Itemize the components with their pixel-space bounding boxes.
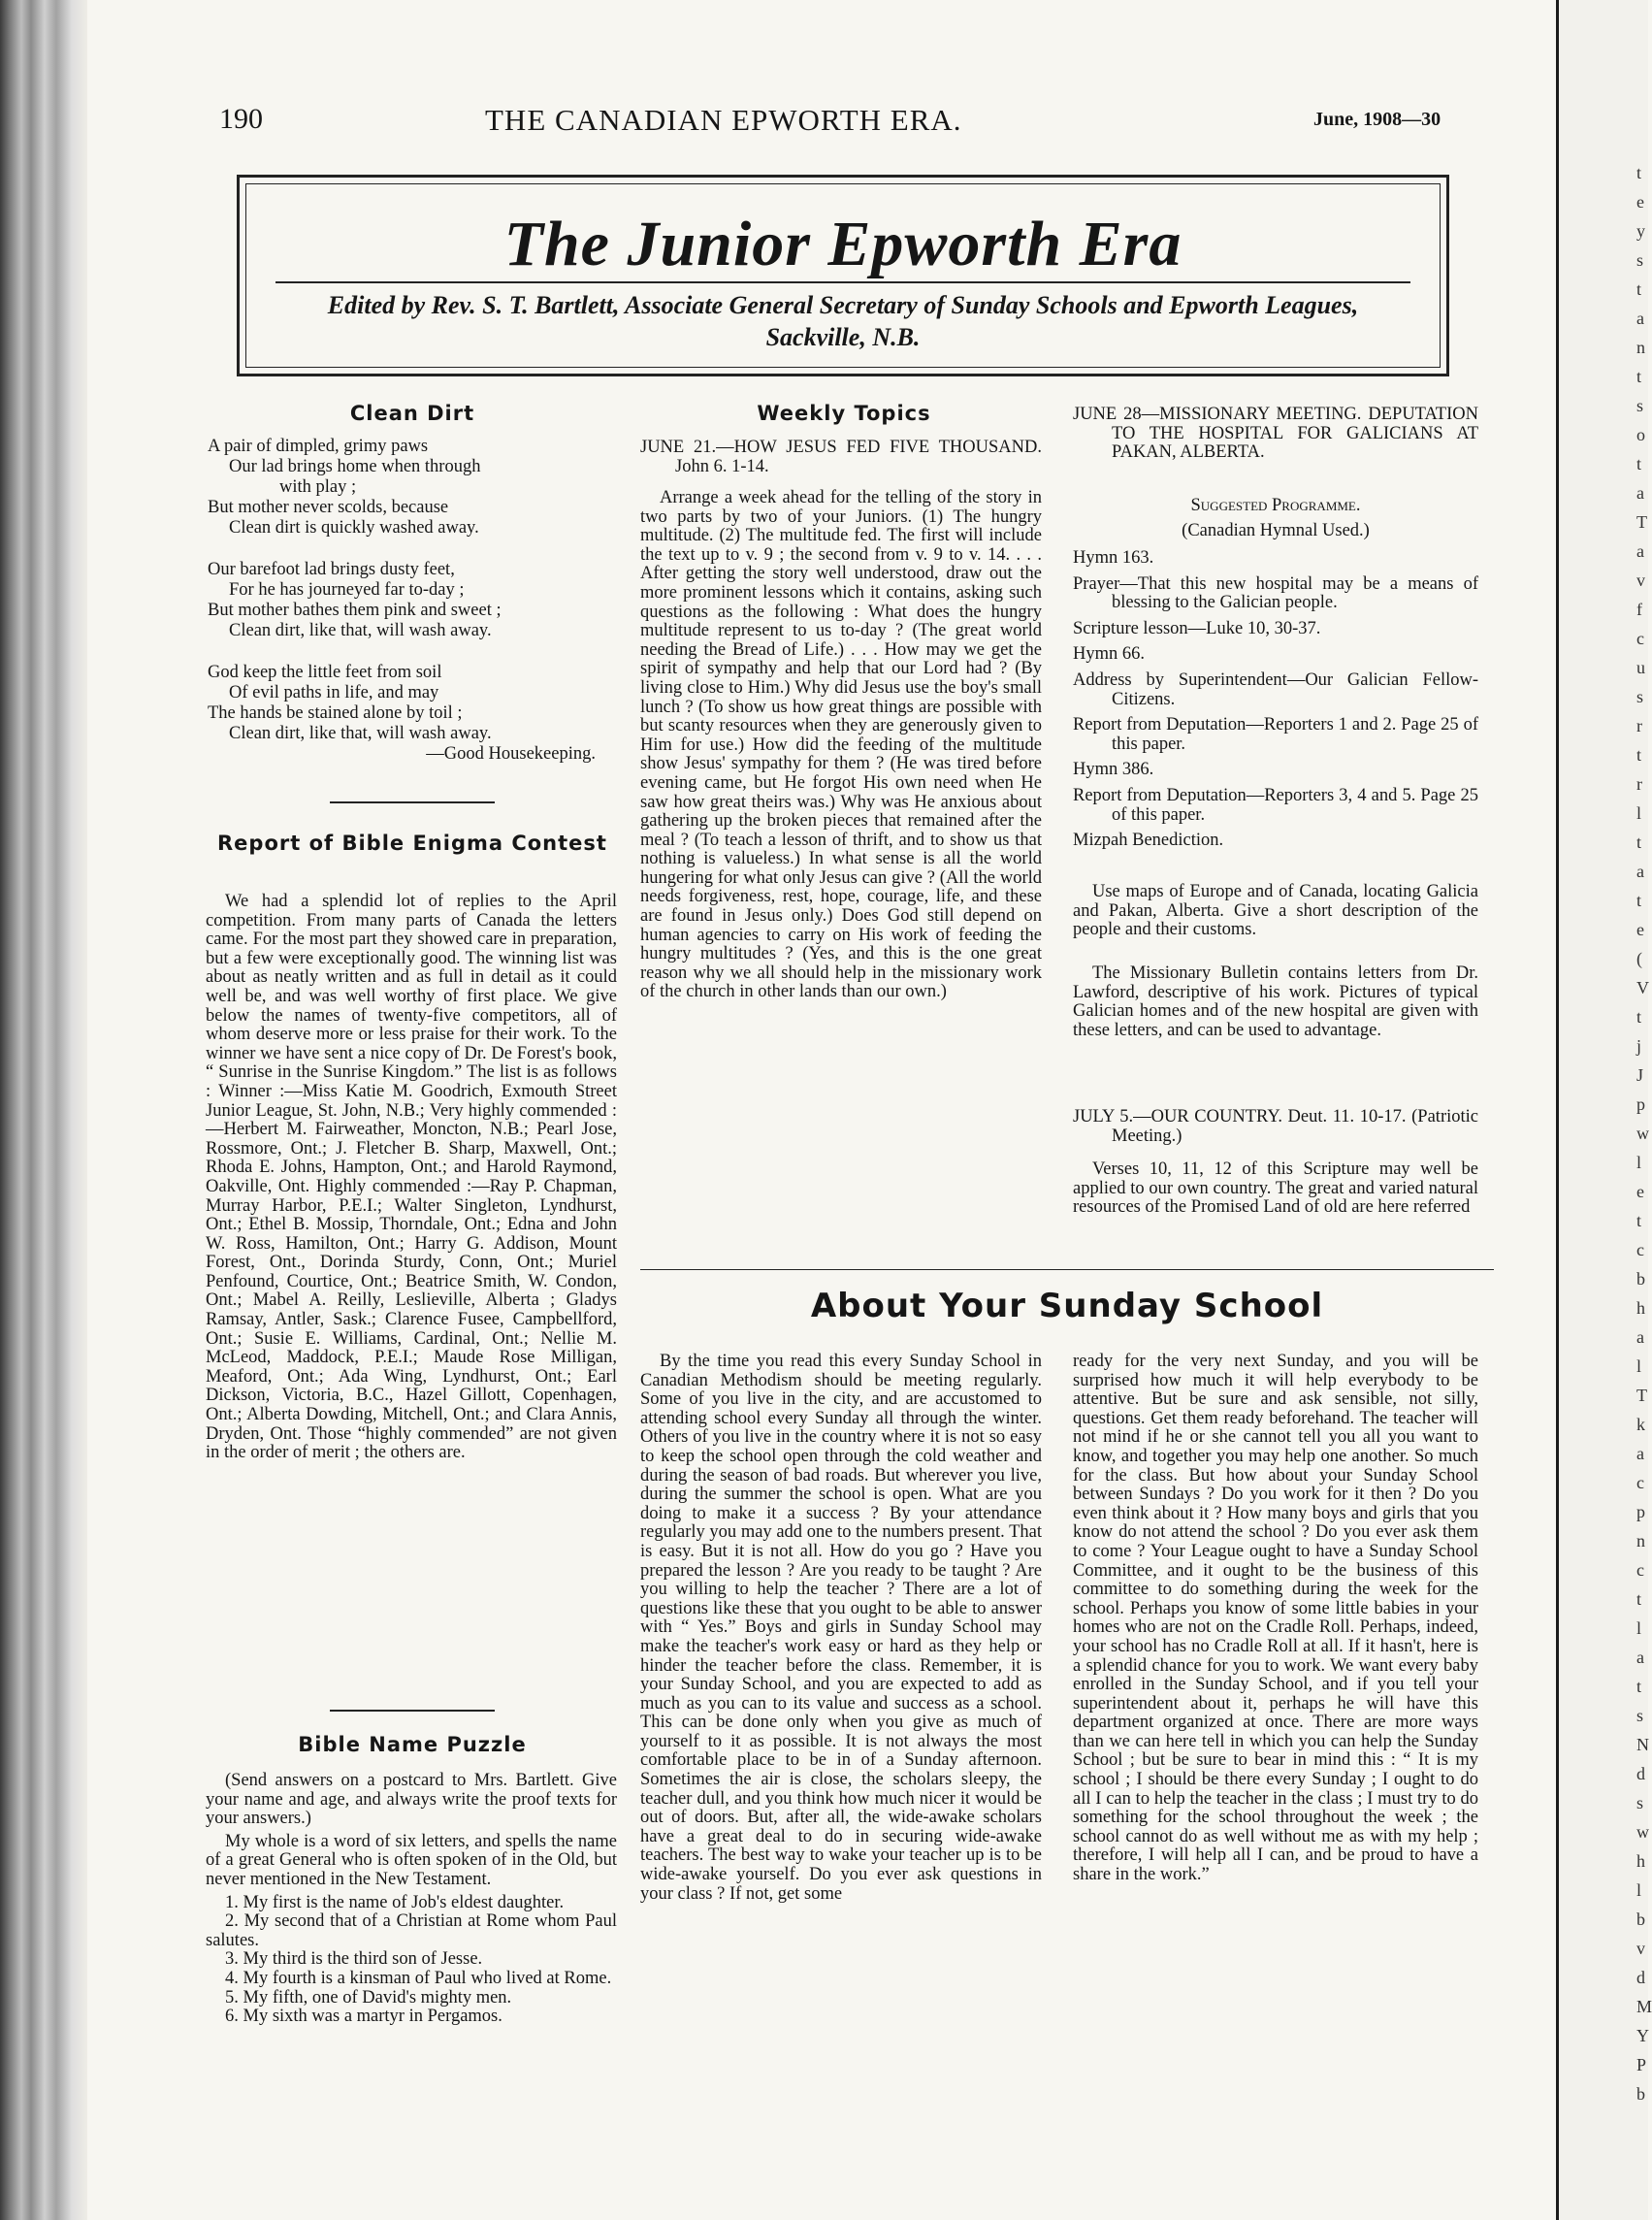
poem-line: Clean dirt is quickly washed away. <box>229 518 479 538</box>
puzzle-clue: 3. My third is the third son of Jesse. <box>225 1949 483 1970</box>
bible-puzzle-intro: (Send answers on a postcard to Mrs. Bartlett. Give your name and age, and always write the proof texts for your answers.) <box>206 1771 617 1829</box>
facing-page-letter: Y <box>1636 2026 1649 2045</box>
topic-july-5-body: Verses 10, 11, 12 of this Scripture may well be applied to our own country. The great and varied natural resources of the Promised Land of old are here referred <box>1073 1159 1478 1218</box>
facing-page-letter: t <box>1636 163 1642 182</box>
masthead-title: The Junior Epworth Era <box>503 209 1182 279</box>
facing-page-letter: P <box>1636 2055 1647 2074</box>
poem-line: Our barefoot lad brings dusty feet, <box>208 560 455 579</box>
poem-blank-line <box>208 641 615 663</box>
facing-page-letter: s <box>1636 396 1644 415</box>
clean-dirt-poem <box>208 437 615 765</box>
issue-date: June, 1908—30 <box>1313 109 1441 130</box>
facing-page-letter: e <box>1636 1182 1644 1201</box>
facing-page-letter: a <box>1636 541 1644 561</box>
facing-page-letter: o <box>1636 425 1645 444</box>
facing-page-letter: b <box>1636 2084 1645 2104</box>
facing-page-letter: e <box>1636 192 1644 212</box>
facing-page-letter: l <box>1636 1880 1642 1900</box>
missionary-para-2: The Missionary Bulletin contains letters from Dr. Lawford, descriptive of his work. Pictures of typical Galician homes and of the new hospital are given with these letters, and can be used to advantage. <box>1073 963 1478 1040</box>
sunday-school-heading: About Your Sunday School <box>810 1287 1324 1325</box>
facing-page-letter: ( <box>1636 949 1642 968</box>
topic-june-21-body: Arrange a week ahead for the telling of the story in two parts by two of your Juniors. (1) The hungry multitude. (2) The multitude fed. The first will include the text up to v. 9 ; the second from v. 9 to v. 14. . . . After getting the story well understood, draw out the more prominent lessons which it contains, asking such questions as the following : What does the hungry multitude represent to us to-day ? (The great world needing the Bread of Life.) . . . How may we get the spirit of sympathy and help that our Lord had ? (By living close to Him.) Why did Jesus use the boy's small lunch ? (To show us how great things are possible with but scanty resources when they are generously given to Him for use.) How did the feeding of the multitude show Jesus' sympathy for them ? (He was tired before evening came, but He forgot His own need when He saw how great theirs was.) Why was He anxious about gathering up the broken pieces that remained after the meal ? (To teach a lesson of thrift, and to show us that nothing is valueless.) In what sense is all the world hungering for what only Jesus can give ? (All the world needs forgiveness, rest, hope, courage, life, and these are found in Jesus only.) Does God still depend on human agencies to carry on His work of feeding the hungry multitudes ? (Yes, and this is the one great reason why we all should help in the missionary work of the church in other lands than our own.) <box>640 488 1042 1002</box>
facing-page-letter: r <box>1636 716 1642 735</box>
facing-page-letter: t <box>1636 454 1642 473</box>
facing-page-letter: c <box>1636 1240 1644 1259</box>
programme-item: Address by Superintendent—Our Galician Fellow-Citizens. <box>1073 669 1478 709</box>
facing-page-letter: t <box>1636 745 1642 765</box>
facing-page-letter: t <box>1636 1007 1642 1027</box>
facing-page-letter: l <box>1636 1618 1642 1638</box>
facing-page-letter: k <box>1636 1415 1645 1434</box>
facing-page-letter: t <box>1636 1211 1642 1230</box>
bible-enigma-body: We had a splendid lot of replies to the April competition. From many parts of Canada the letters came. For the most part they showed care in preparation, but a few were exceptionally good. The winning list was about as neatly written and as full in detail as it could well be, and was well worthy of first place. We give below the names of twenty-five competitors, all of whom deserve more or less praise for their work. To the winner we have sent a nice copy of Dr. De Forest's book, “ Sunrise in the Sunrise Kingdom.” The list is as follows : Winner :—Miss Katie M. Goodrich, Exmouth Street Junior League, St. John, N.B.; Very highly commended :—Herbert M. Fairweather, Moncton, N.B.; Pearl Jose, Rossmore, Ont.; J. Fletcher B. Sharp, Maxwell, Ont.; Rhoda E. Johns, Hampton, Ont.; and Harold Raymond, Oakville, Ont. Highly commended :—Ray P. Chapman, Murray Harbor, P.E.I.; Walter Singleton, Lyndhurst, Ont.; Ethel B. Mossip, Thorndale, Ont.; Edna and John W. Ross, Hamilton, Ont.; Harry G. Addison, Mount Forest, Ont., Dorinda Sturdy, Conn, Ont.; Muriel Penfound, Courtice, Ont.; Beatrice Smith, W. Condon, Ont.; Mabel A. Reilly, Leslieville, Alberta ; Gladys Ramsay, Antler, Sask.; Clarence Fusee, Campbellford, Ont.; Susie E. Williams, Cardinal, Ont.; Nellie M. McLeod, Maddock, P.E.I.; Maude Rose Milligan, Meaford, Ont.; Ada Wing, Lyndhurst, Ont.; Earl Dickson, Victoria, B.C., Hazel Gillott, Copenhagen, Ont.; Alberta Dowding, Mitchell, Ont.; and Clara Annis, Dryden, Ont. Those “highly commended” are not given in the order of merit ; the others are. <box>206 892 617 1463</box>
poem-line: But mother bathes them pink and sweet ; <box>208 601 502 620</box>
puzzle-clue: 6. My sixth was a martyr in Pergamos. <box>225 2007 502 2027</box>
facing-page-letter: l <box>1636 803 1642 823</box>
puzzle-clue: 4. My fourth is a kinsman of Paul who lived at Rome. <box>225 1968 612 1988</box>
bible-puzzle-clues <box>206 1894 617 2027</box>
puzzle-clue: 2. My second that of a Christian at Rome whom Paul salutes. <box>206 1911 617 1950</box>
facing-page-letter: s <box>1636 1793 1644 1812</box>
facing-page-letter: d <box>1636 1764 1645 1783</box>
facing-page-letter: a <box>1636 483 1644 503</box>
poem-line: God keep the little feet from soil <box>208 663 442 682</box>
adjacent-page-edge <box>1556 0 1652 2220</box>
facing-page-letter: M <box>1636 1997 1652 2016</box>
facing-page-letter: n <box>1636 1531 1645 1551</box>
facing-page-letter: t <box>1636 279 1642 299</box>
facing-page-letter: h <box>1636 1298 1645 1318</box>
facing-page-letter: d <box>1636 1968 1645 1987</box>
masthead-subtitle: Edited by Rev. S. T. Bartlett, Associate General Secretary of Sunday Schools and Epworth Leagues, Sackville, N.B. <box>327 291 1359 351</box>
facing-page-letter: n <box>1636 338 1645 357</box>
programme-item: Mizpah Benediction. <box>1073 831 1224 851</box>
poem-line: —Good Housekeeping. <box>426 744 596 764</box>
programme-item: Prayer—That this new hospital may be a means of blessing to the Galician people. <box>1073 573 1478 613</box>
puzzle-clue: 5. My fifth, one of David's mighty men. <box>225 1987 512 2008</box>
programme-item: Hymn 163. <box>1073 548 1154 568</box>
facing-page-letter: p <box>1636 1094 1645 1114</box>
programme-item: Hymn 66. <box>1073 644 1145 665</box>
facing-page-letter: t <box>1636 1589 1642 1609</box>
topic-june-21: JUNE 21.—HOW JESUS FED FIVE THOUSAND. John 6. 1-14. <box>640 438 1042 476</box>
poem-line: Our lad brings home when through <box>229 457 481 476</box>
programme-title: Suggested Programme. <box>1190 496 1361 515</box>
facing-page-letter: a <box>1636 862 1644 881</box>
programme-list <box>1073 549 1478 858</box>
facing-page-letter: J <box>1636 1065 1644 1085</box>
programme-item: Hymn 386. <box>1073 760 1154 780</box>
facing-page-letter: l <box>1636 1153 1642 1172</box>
facing-page-letter: a <box>1636 309 1644 328</box>
masthead-rule <box>275 281 1410 283</box>
facing-page-letter: t <box>1636 1677 1642 1696</box>
poem-line: Clean dirt, like that, will wash away. <box>229 621 492 640</box>
masthead-inner-border <box>245 183 1441 368</box>
facing-page-letter: w <box>1636 1124 1649 1143</box>
facing-page-letter: T <box>1636 512 1647 532</box>
poem-line: with play ; <box>279 477 357 497</box>
page-number: 190 <box>219 103 263 135</box>
topic-june-28: JUNE 28—MISSIONARY MEETING. DEPUTATION TO THE HOSPITAL FOR GALICIANS AT PAKAN, ALBERTA. <box>1073 405 1478 463</box>
facing-page-letter: h <box>1636 1851 1645 1871</box>
topic-july-5: JULY 5.—OUR COUNTRY. Deut. 11. 10-17. (Patriotic Meeting.) <box>1073 1107 1478 1146</box>
publication-title: THE CANADIAN EPWORTH ERA. <box>485 103 962 137</box>
facing-page-letter: t <box>1636 891 1642 910</box>
poem-line: Of evil paths in life, and may <box>229 683 439 702</box>
facing-page-letter: s <box>1636 250 1644 270</box>
poem-line: A pair of dimpled, grimy paws <box>208 437 429 456</box>
puzzle-clue: 1. My first is the name of Job's eldest daughter. <box>225 1892 565 1912</box>
facing-page-letter: N <box>1636 1735 1649 1754</box>
programme-item: Report from Deputation—Reporters 3, 4 and 5. Page 25 of this paper. <box>1073 785 1478 825</box>
programme-hymnal: (Canadian Hymnal Used.) <box>1182 521 1370 540</box>
clean-dirt-heading: Clean Dirt <box>349 402 475 425</box>
running-header <box>194 103 1474 142</box>
facing-page-letter: p <box>1636 1502 1645 1521</box>
masthead-box <box>237 175 1449 376</box>
facing-page-letter: v <box>1636 1939 1645 1958</box>
section-rule <box>330 801 495 803</box>
missionary-para-1: Use maps of Europe and of Canada, locating Galicia and Pakan, Alberta. Give a short description of the people and their customs. <box>1073 882 1478 940</box>
sunday-school-col-1: By the time you read this every Sunday School in Canadian Methodism should be meeting regularly. Some of you live in the city, and are accustomed to attending school every Sunday all through the winter. Others of you live in the country where it is not so easy to keep the school open through the cold weather and during the season of bad roads. But wherever you live, during the summer the school is open. What are you doing to make it a success ? By your attendance regularly you may add one to the numbers present. That is easy. But it is not all. How do you go ? Have you prepared the lesson ? Are you ready to be taught ? Are you willing to help the teacher ? There are a lot of questions like these that you ought to be able to answer with “ Yes.” Boys and girls in Sunday School may make the teacher's work easy or hard as they help or hinder the teacher before the class. Remember, it is your Sunday School, and you are expected to add as much as you can to its value and success as a school. This can be done only when you give as much of yourself to it as possible. It is not always the most comfortable place to be in of a Sunday afternoon. Sometimes the air is close, the scholars sleepy, the teacher dull, and you think how much nicer it would be out of doors. But, after all, the wide-awake scholars have a great deal to do in securing wide-awake teachers. The best way to wake your teacher up is to be wide-awake yourself. Do you ever ask questions in your class ? If not, get some <box>640 1352 1042 1904</box>
facing-page-letter: s <box>1636 687 1644 706</box>
facing-page-letter: c <box>1636 1473 1644 1492</box>
facing-page-letter: f <box>1636 600 1642 619</box>
facing-page-letter: b <box>1636 1269 1645 1289</box>
section-rule <box>330 1710 495 1712</box>
magazine-page <box>194 0 1552 2220</box>
poem-line: The hands be stained alone by toil ; <box>208 703 463 723</box>
facing-page-letter: j <box>1636 1036 1642 1056</box>
facing-page-letter: t <box>1636 832 1642 852</box>
facing-page-letter: l <box>1636 1356 1642 1376</box>
poem-line: Clean dirt, like that, will wash away. <box>229 724 492 743</box>
bible-enigma-heading: Report of Bible Enigma Contest <box>217 832 607 855</box>
facing-page-letter: y <box>1636 221 1645 241</box>
facing-page-letter: c <box>1636 629 1644 648</box>
facing-page-letter: a <box>1636 1648 1644 1667</box>
bible-puzzle-paragraph: My whole is a word of six letters, and spells the name of a great General who is often spoken of in the Old, but never mentioned in the New Testament. <box>206 1831 617 1889</box>
facing-page-letter: a <box>1636 1327 1644 1347</box>
facing-page-letter: c <box>1636 1560 1644 1580</box>
facing-page-letter: T <box>1636 1386 1647 1405</box>
facing-page-letter: w <box>1636 1822 1649 1842</box>
book-binding-edge <box>0 0 87 2220</box>
facing-page-letter: u <box>1636 658 1645 677</box>
bible-puzzle-body <box>206 1772 617 2027</box>
section-rule <box>640 1269 1494 1270</box>
poem-line: For he has journeyed far to-day ; <box>229 580 465 600</box>
facing-page-letter: r <box>1636 774 1642 794</box>
sunday-school-col-2: ready for the very next Sunday, and you will be surprised how much it will help everybody to be attentive. But be sure and ask sensible, not silly, questions. Get them ready beforehand. The teacher will not mind if he or she cannot tell you all you want to know, and together you may help one another. So much for the class. But how about your Sunday School between Sundays ? Do you work for it then ? Do you even think about it ? How many boys and girls that you know do not attend the school ? Do you ever ask them to come ? Your League ought to have a Sunday School Committee, and it ought to be the business of this committee to do something during the week for the school. Perhaps you know of some little babies in your homes who are not on the Cradle Roll. Perhaps, indeed, your school has no Cradle Roll at all. If it hasn't, here is a splendid chance for you to work. We want every baby enrolled in the Sunday School, and if you tell your superintendent about it, perhaps he will have this department organized at once. There are more ways than we can here tell in which you can help the Sunday School ; but be sure to bear in mind this : “ It is my school ; I should be there every Sunday ; I ought to do all I can to help the teacher in the class ; I must try to do something for the school throughout the week ; the school cannot do as well without me as with my help ; therefore, I will help all I can, and be proud to have a share in the work.” <box>1073 1352 1478 1885</box>
programme-item: Scripture lesson—Luke 10, 30-37. <box>1073 618 1321 638</box>
poem-line: But mother never scolds, because <box>208 498 449 517</box>
poem-blank-line <box>208 539 615 560</box>
facing-page-letter: t <box>1636 367 1642 386</box>
facing-page-letter: v <box>1636 571 1645 590</box>
programme-item: Report from Deputation—Reporters 1 and 2. Page 25 of this paper. <box>1073 715 1478 754</box>
facing-page-letter: V <box>1636 978 1649 997</box>
facing-page-letter: e <box>1636 920 1644 939</box>
facing-page-letter: s <box>1636 1706 1644 1725</box>
facing-page-letter: a <box>1636 1444 1644 1463</box>
bible-puzzle-heading: Bible Name Puzzle <box>298 1733 527 1756</box>
weekly-topics-heading: Weekly Topics <box>757 402 931 425</box>
facing-page-letter: b <box>1636 1910 1645 1929</box>
